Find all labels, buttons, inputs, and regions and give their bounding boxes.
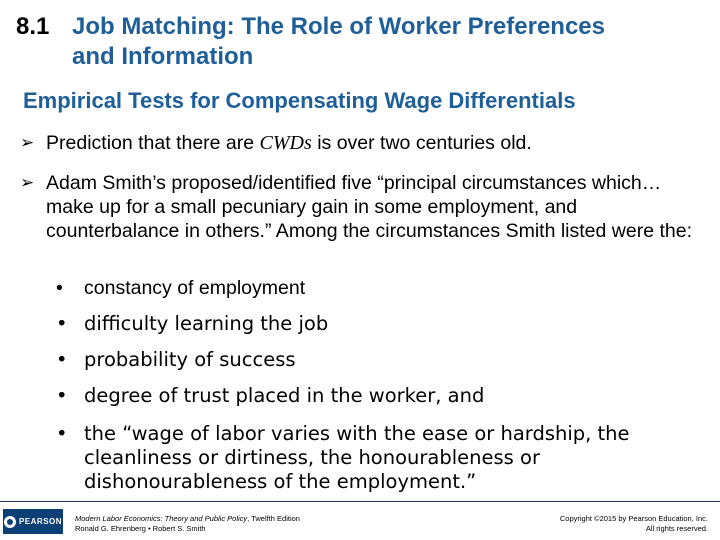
pearson-logo	[3, 509, 63, 534]
bullet-adam-smith	[20, 171, 710, 243]
circumstance-text: constancy of employment	[84, 277, 306, 299]
copyright-text: Copyright ©2015 by Pearson Education, Inc.	[559, 514, 708, 523]
logo-text: PEARSON	[18, 517, 63, 526]
bullet-text: Adam Smith’s proposed/identified five “principal circumstances which… make up for a small pecuniary gain in some employment, and counterbalance in others.” Among the circumstances Smith listed were the:	[46, 172, 692, 242]
bullet-text-part: is over two centuries old.	[311, 132, 532, 154]
slide-title	[16, 12, 716, 72]
title-line-2: and Information	[72, 43, 254, 70]
book-edition: , Twelfth Edition	[247, 514, 300, 523]
cwd-term: CWDs	[259, 132, 312, 154]
rights-text: All rights reserved.	[645, 524, 708, 533]
bullet-text-part: Prediction that there are	[46, 132, 260, 154]
circumstance-text: difficulty learning the job	[84, 312, 329, 335]
circumstance-text: degree of trust placed in the worker, and	[84, 384, 485, 407]
bullet-dot-icon: •	[56, 348, 68, 371]
title-text	[72, 12, 605, 72]
book-title: Modern Labor Economics: Theory and Public Policy	[75, 514, 248, 523]
bullet-text	[46, 131, 710, 155]
bullet-cwd-prediction	[20, 131, 710, 155]
book-authors: Ronald G. Ehrenberg • Robert S. Smith	[75, 524, 206, 533]
circumstance-item	[56, 384, 696, 408]
pearson-mark-icon	[4, 516, 16, 528]
bullet-dot-icon: •	[56, 384, 68, 407]
circumstance-item	[56, 348, 696, 372]
circumstance-item	[56, 276, 696, 300]
bullet-dot-icon: •	[56, 312, 68, 335]
slide-subtitle: Empirical Tests for Compensating Wage Differentials	[23, 88, 576, 113]
title-line-1: Job Matching: The Role of Worker Preferences	[72, 13, 606, 40]
footer-divider	[0, 501, 720, 502]
arrow-bullet-icon: ➢	[20, 173, 35, 192]
section-number: 8.1	[16, 13, 50, 40]
bullet-dot-icon: •	[56, 277, 63, 299]
arrow-bullet-icon: ➢	[20, 133, 35, 152]
circumstance-item	[56, 422, 696, 494]
circumstance-text: probability of success	[84, 348, 296, 371]
circumstance-item	[56, 312, 696, 336]
circumstance-text: the “wage of labor varies with the ease or hardship, the cleanliness or dirtiness, the honourableness or dishonourableness of the employment.”	[84, 422, 630, 493]
bullet-dot-icon: •	[56, 422, 68, 445]
footer-copyright	[560, 514, 708, 534]
footer-book-info	[75, 514, 395, 534]
